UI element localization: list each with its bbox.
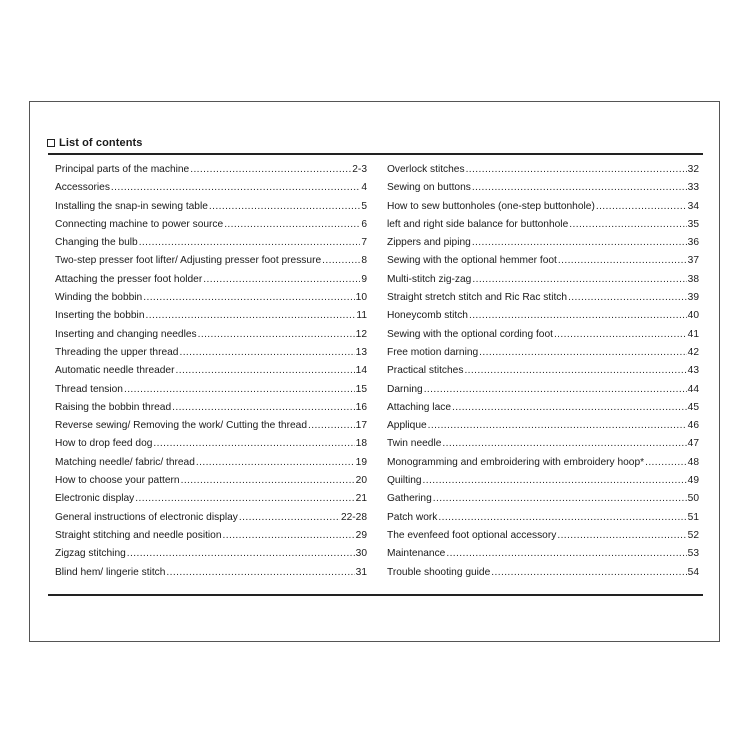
- dot-leader: [196, 457, 355, 468]
- toc-entry-page: 37: [687, 255, 699, 267]
- toc-entry-title: Installing the snap-in sewing table: [55, 200, 208, 212]
- dot-leader: [433, 493, 687, 504]
- toc-entry: [55, 237, 367, 255]
- toc-entry: [387, 292, 699, 310]
- toc-entry: [387, 384, 699, 402]
- dot-leader: [223, 530, 355, 541]
- dot-leader: [166, 567, 354, 578]
- toc-entry: [387, 420, 699, 438]
- toc-entry-page: 52: [687, 529, 699, 541]
- dot-leader: [124, 384, 355, 395]
- dot-leader: [179, 347, 354, 358]
- toc-entry: [55, 201, 367, 219]
- toc-entry-page: 18: [355, 438, 367, 450]
- toc-entry-title: How to choose your pattern: [55, 475, 180, 487]
- toc-entry-page: 8: [361, 255, 367, 267]
- toc-entry-page: 30: [355, 548, 367, 560]
- toc-entry-page: 20: [355, 475, 367, 487]
- dot-leader: [472, 274, 686, 285]
- toc-entry: [387, 402, 699, 420]
- dot-leader: [203, 274, 360, 285]
- toc-entry-title: Applique: [387, 420, 427, 432]
- toc-entry-page: 39: [687, 292, 699, 304]
- toc-entry-title: Zigzag stitching: [55, 548, 126, 560]
- top-rule: [48, 153, 703, 155]
- manual-page: [29, 101, 720, 642]
- dot-leader: [472, 182, 687, 193]
- toc-entry-page: 54: [687, 566, 699, 578]
- toc-entry: [55, 567, 367, 585]
- dot-leader: [472, 237, 687, 248]
- toc-entry-page: 50: [687, 493, 699, 505]
- dot-leader: [322, 255, 360, 266]
- dot-leader: [423, 475, 687, 486]
- toc-entry-page: 34: [687, 200, 699, 212]
- toc-entry-title: Matching needle/ fabric/ thread: [55, 456, 195, 468]
- toc-entry-page: 35: [687, 218, 699, 230]
- dot-leader: [596, 201, 687, 212]
- toc-entry-title: Patch work: [387, 511, 438, 523]
- toc-entry-title: Darning: [387, 383, 423, 395]
- toc-entry-title: Zippers and piping: [387, 237, 471, 249]
- toc-entry-title: Automatic needle threader: [55, 365, 175, 377]
- right-contents-column: [387, 164, 699, 585]
- dot-leader: [172, 402, 355, 413]
- toc-entry-page: 4: [361, 182, 367, 194]
- toc-entry-title: How to sew buttonholes (one-step buttonhole): [387, 200, 595, 212]
- toc-entry-title: Straight stretch stitch and Ric Rac stitch: [387, 292, 568, 304]
- toc-entry-page: 16: [355, 401, 367, 413]
- toc-entry-page: 6: [361, 218, 367, 230]
- toc-entry-page: 46: [687, 420, 699, 432]
- dot-leader: [466, 164, 687, 175]
- toc-entry: [55, 384, 367, 402]
- toc-entry: [55, 310, 367, 328]
- toc-entry: [387, 329, 699, 347]
- toc-entry-page: 45: [687, 401, 699, 413]
- toc-entry: [55, 164, 367, 182]
- toc-entry-page: 41: [687, 328, 699, 340]
- toc-entry: [55, 438, 367, 456]
- toc-entry-title: Maintenance: [387, 548, 446, 560]
- toc-entry-page: 29: [355, 529, 367, 541]
- toc-entry-title: Attaching lace: [387, 401, 451, 413]
- toc-entry: [387, 512, 699, 530]
- toc-entry-title: Connecting machine to power source: [55, 218, 224, 230]
- dot-leader: [146, 310, 356, 321]
- toc-entry-title: Sewing with the optional hemmer foot: [387, 255, 557, 267]
- toc-entry-page: 17: [355, 420, 367, 432]
- toc-entry-title: Thread tension: [55, 383, 123, 395]
- dot-leader: [446, 548, 686, 559]
- dot-leader: [442, 438, 686, 449]
- toc-entry: [55, 457, 367, 475]
- toc-entry-title: left and right side balance for buttonhole: [387, 218, 569, 230]
- dot-leader: [557, 530, 686, 541]
- toc-entry: [387, 475, 699, 493]
- toc-entry: [387, 438, 699, 456]
- dot-leader: [209, 201, 360, 212]
- dot-leader: [469, 310, 687, 321]
- dot-leader: [452, 402, 687, 413]
- toc-entry-page: 47: [687, 438, 699, 450]
- toc-entry: [387, 365, 699, 383]
- toc-entry-title: Winding the bobbin: [55, 292, 143, 304]
- dot-leader: [464, 365, 686, 376]
- dot-leader: [127, 548, 355, 559]
- dot-leader: [428, 420, 687, 431]
- toc-entry-page: 40: [687, 310, 699, 322]
- toc-entry-page: 21: [355, 493, 367, 505]
- dot-leader: [568, 292, 687, 303]
- heading-text: List of contents: [59, 137, 143, 149]
- toc-entry-title: Inserting and changing needles: [55, 328, 197, 340]
- left-contents-column: [55, 164, 367, 585]
- dot-leader: [153, 438, 354, 449]
- toc-entry-title: Inserting the bobbin: [55, 310, 145, 322]
- dot-leader: [438, 512, 686, 523]
- toc-entry: [55, 365, 367, 383]
- toc-entry-title: Trouble shooting guide: [387, 566, 491, 578]
- toc-entry: [387, 548, 699, 566]
- toc-entry-page: 11: [356, 310, 367, 322]
- toc-entry-page: 44: [687, 383, 699, 395]
- toc-entry-page: 53: [687, 548, 699, 560]
- toc-entry-page: 14: [355, 365, 367, 377]
- toc-entry: [387, 347, 699, 365]
- dot-leader: [239, 512, 340, 523]
- toc-entry-title: Threading the upper thread: [55, 346, 179, 358]
- dot-leader: [554, 329, 687, 340]
- toc-entry: [387, 493, 699, 511]
- toc-entry-page: 51: [687, 511, 699, 523]
- toc-entry-page: 33: [687, 182, 699, 194]
- toc-entry-title: Sewing with the optional cording foot: [387, 328, 553, 340]
- dot-leader: [135, 493, 354, 504]
- toc-entry-title: Monogramming and embroidering with embroidery hoop*: [387, 456, 645, 468]
- toc-entry: [55, 493, 367, 511]
- toc-entry-title: General instructions of electronic display: [55, 511, 238, 523]
- toc-entry: [387, 219, 699, 237]
- dot-leader: [308, 420, 355, 431]
- dot-leader: [645, 457, 687, 468]
- toc-entry-page: 15: [355, 383, 367, 395]
- square-bullet-icon: [47, 139, 55, 147]
- toc-entry: [387, 274, 699, 292]
- toc-entry-title: Multi-stitch zig-zag: [387, 273, 472, 285]
- toc-entry-page: 12: [355, 328, 367, 340]
- dot-leader: [190, 164, 351, 175]
- toc-entry: [55, 347, 367, 365]
- toc-entry: [387, 182, 699, 200]
- toc-entry-page: 48: [687, 456, 699, 468]
- dot-leader: [558, 255, 687, 266]
- toc-entry: [55, 274, 367, 292]
- toc-entry: [55, 475, 367, 493]
- toc-entry: [55, 402, 367, 420]
- toc-entry-page: 31: [355, 566, 367, 578]
- toc-entry-page: 9: [361, 273, 367, 285]
- toc-entry-title: Principal parts of the machine: [55, 164, 190, 175]
- toc-entry-page: 38: [687, 273, 699, 285]
- dot-leader: [224, 219, 360, 230]
- dot-leader: [424, 384, 687, 395]
- toc-entry: [55, 530, 367, 548]
- toc-entry: [55, 255, 367, 273]
- dot-leader: [181, 475, 355, 486]
- toc-entry-title: Straight stitching and needle position: [55, 529, 222, 541]
- toc-entry-title: Honeycomb stitch: [387, 310, 468, 322]
- toc-entry-title: The evenfeed foot optional accessory: [387, 529, 557, 541]
- toc-entry-page: 22-28: [340, 511, 367, 523]
- dot-leader: [569, 219, 686, 230]
- toc-entry-page: 10: [355, 292, 367, 304]
- toc-entry-page: 13: [355, 346, 367, 358]
- toc-entry-page: 42: [687, 346, 699, 358]
- toc-entry-title: Attaching the presser foot holder: [55, 273, 203, 285]
- toc-entry-page: 19: [355, 456, 367, 468]
- toc-entry: [387, 201, 699, 219]
- toc-entry-title: Accessories: [55, 182, 110, 194]
- toc-entry-title: How to drop feed dog: [55, 438, 153, 450]
- toc-entry-page: 2-3: [352, 164, 367, 175]
- toc-entry-title: Practical stitches: [387, 365, 464, 377]
- dot-leader: [176, 365, 355, 376]
- toc-entry-page: 43: [687, 365, 699, 377]
- toc-entry-title: Free motion darning: [387, 346, 479, 358]
- toc-entry-page: 49: [687, 475, 699, 487]
- toc-entry-title: Blind hem/ lingerie stitch: [55, 566, 166, 578]
- toc-entry-title: Twin needle: [387, 438, 442, 450]
- toc-entry: [55, 512, 367, 530]
- toc-entry: [387, 457, 699, 475]
- dot-leader: [139, 237, 361, 248]
- contents-heading: [47, 137, 143, 149]
- toc-entry: [387, 310, 699, 328]
- toc-entry: [55, 219, 367, 237]
- toc-entry-page: 5: [361, 200, 367, 212]
- toc-entry: [55, 420, 367, 438]
- toc-entry: [55, 182, 367, 200]
- dot-leader: [479, 347, 686, 358]
- toc-entry-title: Sewing on buttons: [387, 182, 471, 194]
- toc-entry: [387, 530, 699, 548]
- dot-leader: [198, 329, 355, 340]
- dot-leader: [111, 182, 360, 193]
- toc-entry-title: Overlock stitches: [387, 164, 465, 175]
- toc-entry-title: Raising the bobbin thread: [55, 401, 172, 413]
- toc-entry-title: Quilting: [387, 475, 422, 487]
- toc-entry: [55, 548, 367, 566]
- toc-entry: [55, 292, 367, 310]
- toc-entry-title: Two-step presser foot lifter/ Adjusting presser foot pressure: [55, 255, 322, 267]
- dot-leader: [143, 292, 354, 303]
- toc-entry-title: Electronic display: [55, 493, 135, 505]
- toc-entry-title: Gathering: [387, 493, 432, 505]
- toc-entry: [387, 567, 699, 585]
- toc-entry: [55, 329, 367, 347]
- toc-entry: [387, 164, 699, 182]
- toc-entry-page: 36: [687, 237, 699, 249]
- dot-leader: [491, 567, 686, 578]
- toc-entry: [387, 237, 699, 255]
- bottom-rule: [48, 594, 703, 596]
- toc-entry-title: Changing the bulb: [55, 237, 138, 249]
- toc-entry-page: 7: [361, 237, 367, 249]
- toc-entry: [387, 255, 699, 273]
- toc-entry-title: Reverse sewing/ Removing the work/ Cutting the thread: [55, 420, 307, 432]
- toc-entry-page: 32: [687, 164, 699, 175]
